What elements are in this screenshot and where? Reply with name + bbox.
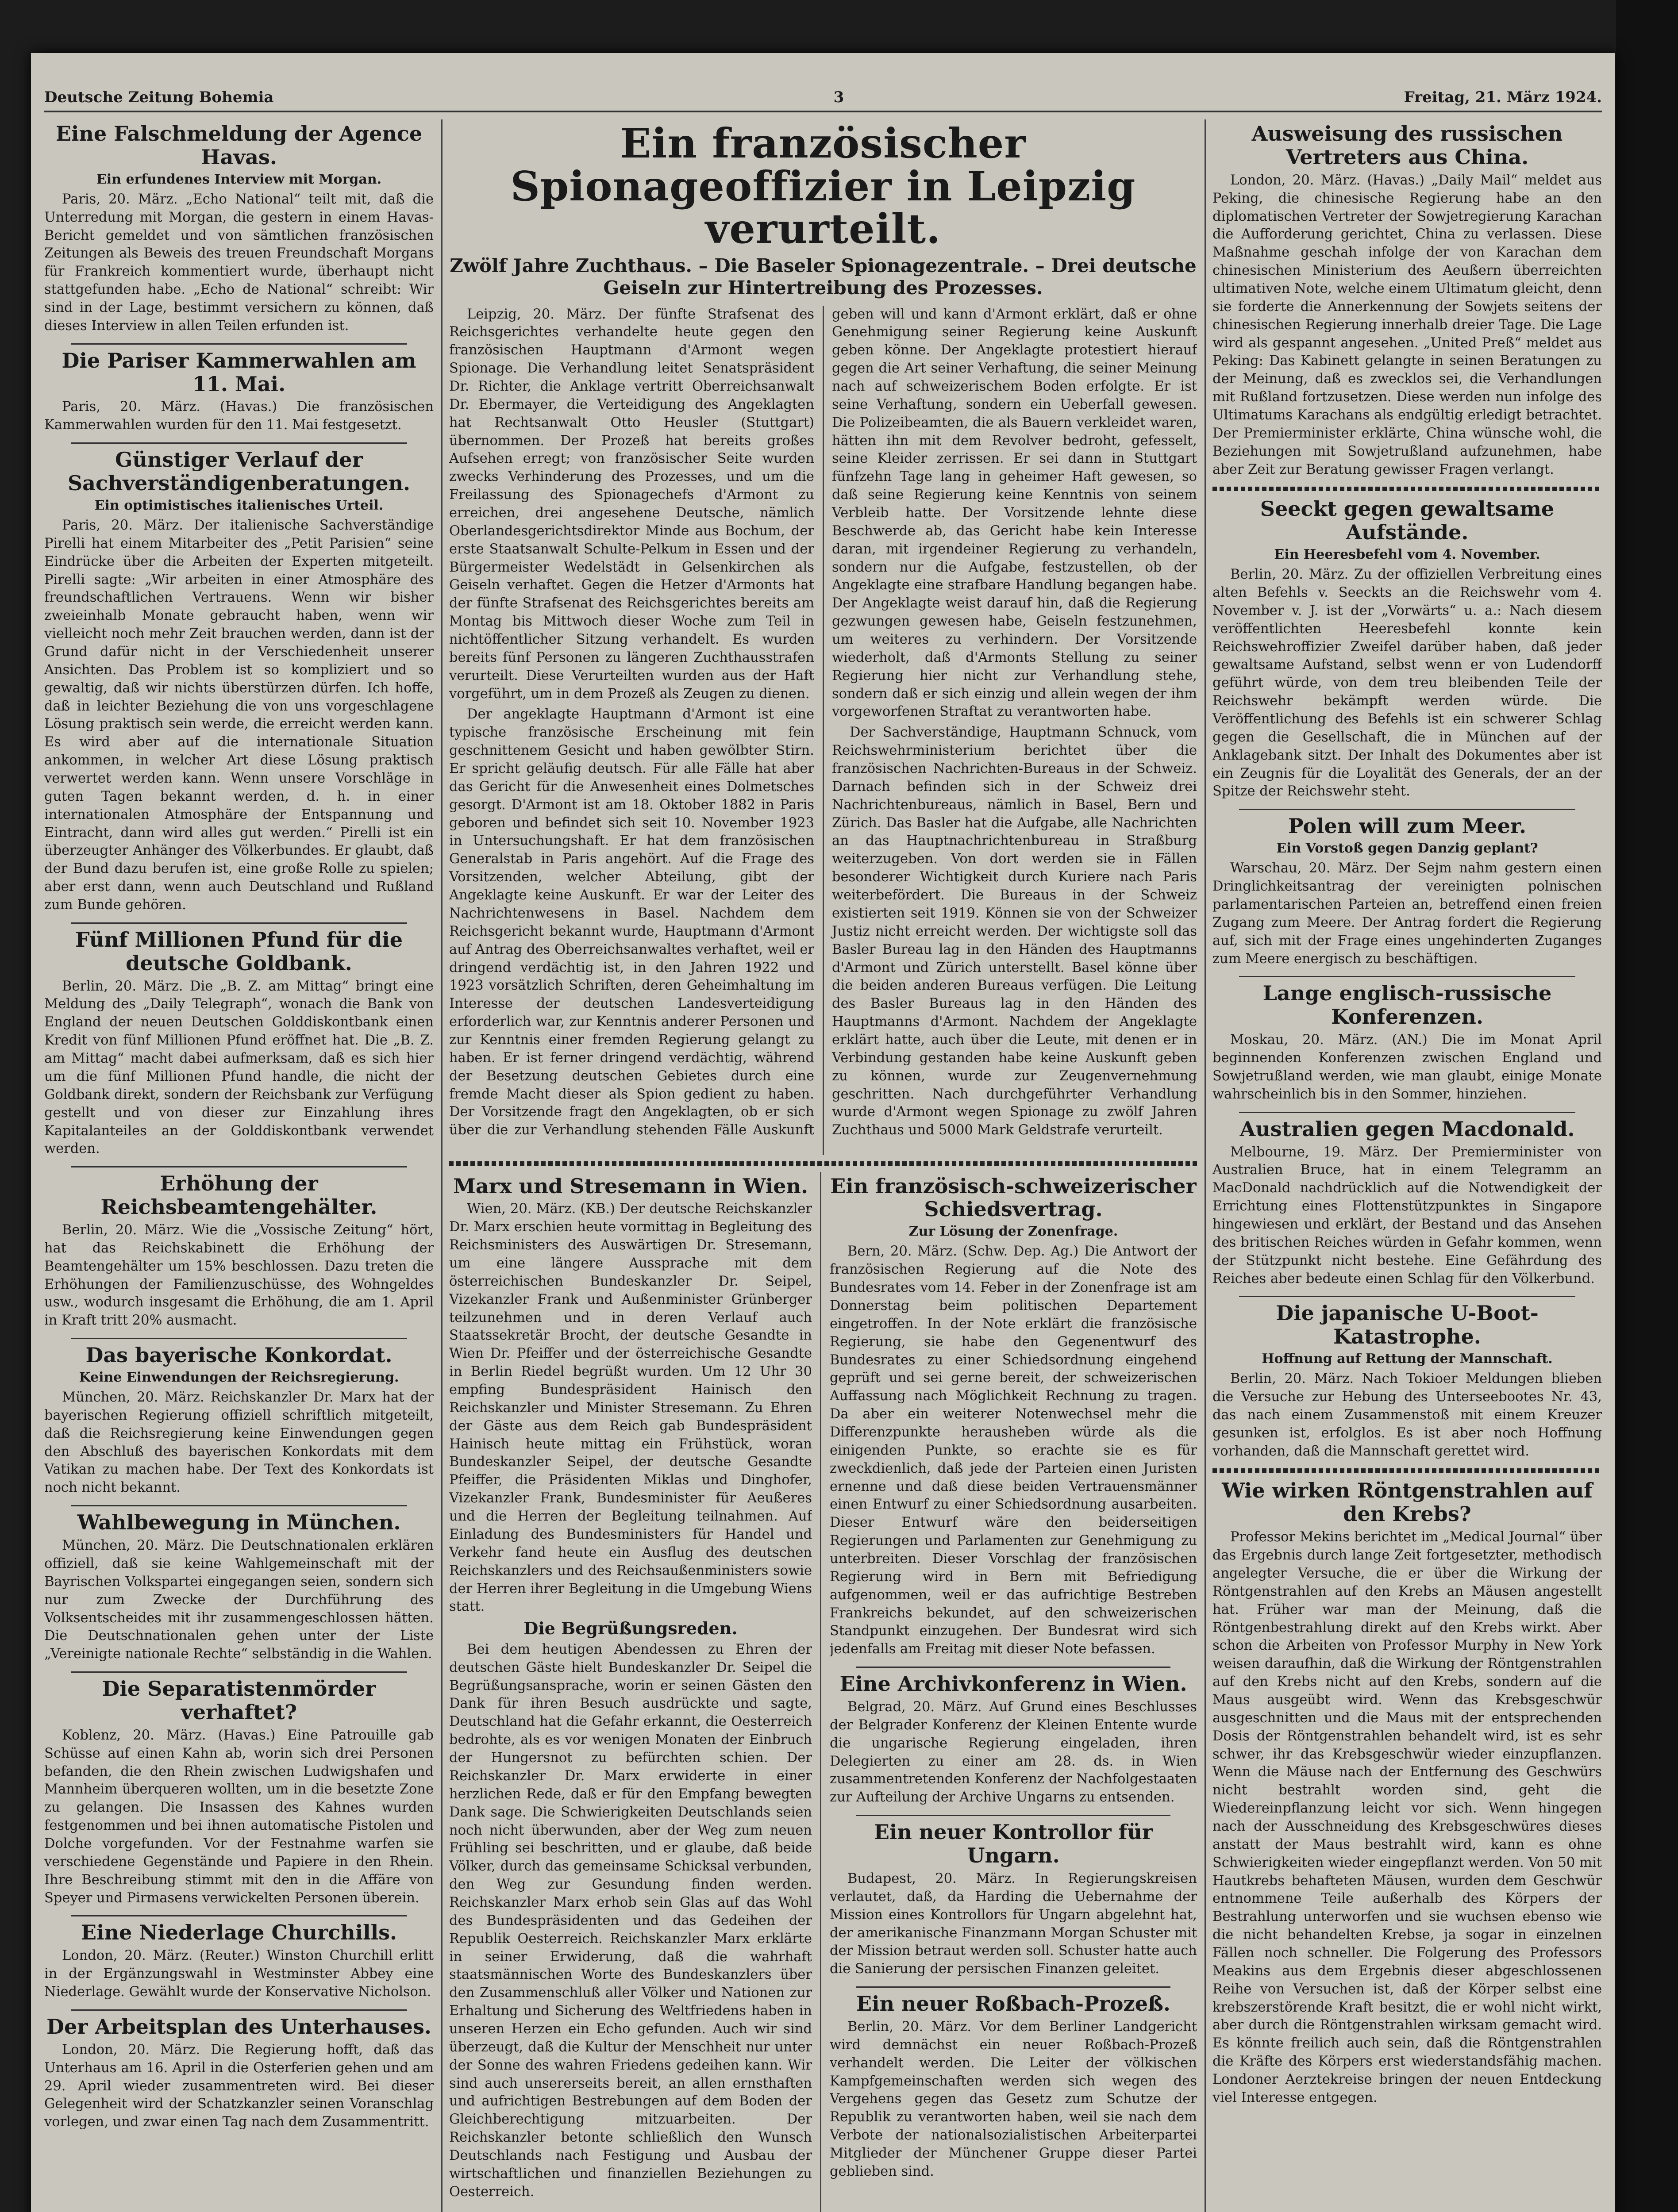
divider (71, 2009, 407, 2011)
article (1212, 122, 1602, 479)
divider (856, 1986, 1170, 1988)
page-number: 3 (833, 88, 844, 106)
article-title: Australien gegen Macdonald. (1239, 1117, 1575, 1141)
article-subtitle: Keine Einwendungen der Reichsregierung. (79, 1370, 399, 1386)
lead-article-body (449, 306, 1197, 1155)
divider (1239, 1112, 1575, 1113)
column-divider (1205, 119, 1206, 2212)
page-header (44, 84, 1602, 112)
article-text: Paris, 20. März. Der italienische Sachverständige Pirelli hat einem Mitarbeiter des „Petit Parisien“ seine Eindrücke über die Arbeiten der Experten mitgeteilt. Pirelli sagte: „Wir arbeiten in einer Atmosphäre des freundschaftlichen Vertrauens. Wenn wir bisher zweieinhalb Monate gebraucht haben, wenn wir vielleicht noch mehr Zeit brauchen werden, dann ist der Grund dafür nicht in der Verschiedenheit unserer Ansichten. Das Problem ist so kompliziert und so gewaltig, daß wir nichts überstürzen dürfen. Ich hoffe, daß in leichter Beziehung die von uns vorgeschlagene Lösung praktisch sein werde, die erreicht werden kann. Es wird aber auf die internationale Situation ankommen, in welcher Art diese Lösung praktisch verwertet werden kann. Wenn unsere Vorschläge in guten Tagen bekannt werden, d. h. in einer internationalen Atmosphäre der Entspannung und Eintracht, dann wird alles gut werden.“ Pirelli ist ein überzeugter Anhänger des Völkerbundes. Er glaubt, daß der Bund dazu berufen ist, eine große Rolle zu spielen; aber erst dann, wenn auch Deutschland und Rußland zum Bunde gehören. (44, 517, 434, 913)
article-text: Berlin, 20. März. Wie die „Vossische Zeitung“ hört, hat das Reichskabinett die Erhöhung der Beamtengehälter um 15% beschlossen. Dazu treten die Erhöhungen der Familienzuschüsse, des Wohngeldes usw., wodurch insgesamt die Erhöhung, die am 1. April in Kraft tritt 20% ausmacht. (44, 1222, 434, 1329)
article (44, 122, 434, 335)
article (830, 1175, 1197, 1659)
article (44, 1172, 434, 1330)
article (44, 1511, 434, 1663)
article-title: Erhöhung der Reichsbeamtengehälter. (100, 1171, 377, 1219)
article-text: Der Sachverständige, Hauptmann Schnuck, vom Reichswehrministerium berichtet über die französischen Nachrichten-Bureaus in der Schweiz. Darnach befinden sich in der Schweiz drei Nachrichtenbureaus, nämlich in Basel, Bern und Zürich. Das Basler hat die Aufgabe, alle Nachrichten an das Hauptnachrichtenbureau in Straßburg weiterzugeben. Von dort werden sie in Fällen besonderer Wichtigkeit durch Kuriere nach Paris weiterbefördert. Die Bureaus in der Schweiz existierten seit 1919. Können sie von der Schweizer Justiz nicht erreicht werden. Der wichtigste soll das Basler Bureau lag in den Händen des Hauptmanns d'Armont und Zürich unterstellt. Basel könne über die beiden anderen Bureaus verfügen. Die Leitung des Basler Bureaus lag in den Händen des Hauptmanns d'Armont. Nachdem der Angeklagte erklärt hatte, auch über die Leute, mit denen er in Verbindung gestanden habe keine Auskunft geben zu können, wurde zur Zeugenvernehmung geschritten. Nach durchgeführter Verhandlung wurde d'Armont wegen Spionage zu zwölf Jahren Zuchthaus und 5000 Mark Geldstrafe verurteilt. (832, 725, 1197, 1138)
lead-headline: Ein französischer Spionageoffizier in Leipzig verurteilt. (510, 119, 1136, 253)
article (1212, 982, 1602, 1103)
article-text: Moskau, 20. März. (AN.) Die im Monat April beginnenden Konferenzen zwischen England und Sowjetrußland werden, wie man glaubt, einige Monate wahrscheinlich bis in den Sommer, hinziehen. (1212, 1032, 1602, 1102)
article-title: Polen will zum Meer. (1288, 814, 1526, 838)
article-text: Der angeklagte Hauptmann d'Armont ist eine typische französische Erscheinung mit fein geschnittenem Gesicht und haben gewölbter Stirn. Er spricht geläufig deutsch. Für alle Fälle hat aber das Gericht für die Anwesenheit eines Dolmetsches gesorgt. D'Armont ist am 18. Oktober 1882 in Paris geboren und befindet sich seit 10. November 1923 in Untersuchungshaft. Er hat dem französischen Generalstab in Paris angehört. Auf die Frage des Vorsitzenden, welcher Abteilung, gibt der Angeklagte keine Auskunft. Er war der Leiter des Nachrichtenwesens in Basel. Nachdem dem Reichsgericht bekannt wurde, Hauptmann d'Armont auf Antrag des Oberreichsanwaltes verhaftet, weil er dringend verdächtig ist, in den Jahren 1922 und 1923 vorsätzlich Schriften, deren Geheimhaltung im Interesse der deutschen Landesverteidigung erforderlich war, zur Kenntnis anderer Personen und zur Kenntnis einer fremden Regierung gelangt zu haben. Er ist ferner dringend verdächtig, während der Besetzung deutschen Gebietes durch eine fremde Macht dieser als Spion gedient zu haben. Der Vorsitzende fragt den Angeklagten, ob er sich über die zur Verhandlung stehenden Fälle Auskunft geben will und kann d'Armont erklärt, daß er ohne Genehmigung seiner Regierung keine Auskunft geben könne. Der Angeklagte protestiert hierauf gegen die Art seiner Verhaftung, die seiner Meinung nach auf schweizerischem Boden erfolgte. Er ist seine Verhaftung, sondern ein Ueberfall gewesen. Die Polizeibeamten, die als Bauern verkleidet waren, hätten ihn mit dem Revolver bedroht, gefesselt, seine Kleider zerrissen. Er sei dann in Stuttgart fünfzehn Tage lang in geheimer Haft gewesen, so daß seine Regierung keine Kenntnis von seinem Verbleib hatte. Der Vorsitzende lehnte diese Beschwerde ab, das Gericht habe kein Interesse daran, mit irgendeiner Regierung zu verhandeln, sondern nur die Aufgabe, festzustellen, ob der Angeklagte eine strafbare Handlung begangen habe. Der Angeklagte weist darauf hin, daß die Regierung gezwungen gewesen habe, Geiseln festzunehmen, um weiteres zu verhindern. Der Vorsitzende wiederholt, daß d'Armonts Stellung zu seiner Regierung hier nicht zur Verhandlung stehe, sondern daß er sich einzig und allein wegen der ihm vorgeworfenen Straftat zu verantworten habe. (449, 306, 1197, 1138)
issue-date: Freitag, 21. März 1924. (1404, 88, 1602, 106)
lower-right-column (830, 1172, 1197, 2212)
divider (1239, 976, 1575, 977)
article (44, 1921, 434, 2001)
article-text: Berlin, 20. März. Nach Tokioer Meldungen blieben die Versuche zur Hebung des Unterseebootes Nr. 43, das nach einem Zusammenstoß mit einem Kreuzer gesunken ist, erfolglos. Es ist aber noch Hoffnung vorhanden, daß die Mannschaft gerettet wird. (1212, 1371, 1602, 1459)
article (44, 1677, 434, 1907)
lead-subheadline: Zwölf Jahre Zuchthaus. – Die Baseler Spionagezentrale. – Drei deutsche Geiseln zur Hintertreibung des Prozesses. (450, 254, 1197, 299)
article-text: Warschau, 20. März. Der Sejm nahm gestern einen Dringlichkeitsantrag der vereinigten polnischen parlamentarischen Parteien an, betreffend einen freien Zugang zum Meere. Der Antrag fordert die Regierung auf, sich mit der Frage eines ungehinderten Zuganges zum Meere energisch zu beschäftigen. (1212, 860, 1602, 967)
article-text: Budapest, 20. März. In Regierungskreisen verlautet, daß, da Harding die Uebernahme der Mission eines Kontrollors für Ungarn abgelehnt hat, der amerikanische Finanzmann Morgan Schuster mit der Mission betraut werden soll. Schuster hatte auch die Sanierung der persischen Finanzen geleitet. (830, 1870, 1197, 1977)
article-subtitle: Zur Lösung der Zonenfrage. (908, 1224, 1118, 1240)
article (44, 1344, 434, 1497)
divider (71, 1915, 407, 1916)
article-subtitle: Hoffnung auf Rettung der Mannschaft. (1262, 1351, 1553, 1367)
article-title: Die Pariser Kammerwahlen am 11. Mai. (62, 348, 416, 396)
article (830, 1672, 1197, 1807)
divider (1239, 809, 1575, 810)
article-text: Paris, 20. März. „Echo National“ teilt mit, daß die Unterredung mit Morgan, die gestern in einem Havas-Bericht gemeldet und von sämtlichen französischen Zeitungen als Beweis des treuen Freundschaft Morgans für Frankreich kommentiert wurde, überhaupt nicht stattgefunden habe. „Echo de National“ schreibt: Wir sind in der Lage, bestimmt versichern zu können, daß dieses Interview in allen Teilen erfunden ist. (44, 191, 434, 334)
article-title: Die Separatistenmörder verhaftet? (102, 1677, 376, 1724)
divider (856, 1667, 1170, 1668)
ornamental-divider (1212, 487, 1602, 491)
ornamental-divider (449, 1161, 1197, 1166)
divider (1239, 1296, 1575, 1297)
article (44, 928, 434, 1158)
article-title: Ein neuer Roßbach-Prozeß. (856, 1992, 1170, 2016)
article-subtitle: Ein Heeresbefehl vom 4. November. (1274, 547, 1540, 563)
article-title: Die japanische U-Boot-Katastrophe. (1276, 1301, 1539, 1349)
divider (71, 1671, 407, 1673)
article-title: Fünf Millionen Pfund für die deutsche Goldbank. (75, 927, 403, 975)
article-title: Marx und Stresemann in Wien. (453, 1174, 808, 1198)
divider (71, 1166, 407, 1167)
article-text: London, 20. März. Die Regierung hofft, daß das Unterhaus am 16. April in die Osterferien gehen und am 29. April wieder zusammentreten wird. Bei dieser Gelegenheit wird der Schatzkanzler seinen Voranschlag vorlegen, und zwar einen Tag nach dem Zusammentritt. (44, 2042, 434, 2130)
left-column (44, 119, 434, 2212)
lower-left-column (449, 1172, 812, 2212)
article (830, 1992, 1197, 2181)
article-title: Ein neuer Kontrollor für Ungarn. (874, 1820, 1153, 1868)
column-divider (820, 1172, 821, 2212)
article (44, 349, 434, 435)
article-title: Das bayerische Konkordat. (85, 1343, 393, 1367)
article (830, 1820, 1197, 1978)
article-subtitle: Ein erfundenes Interview mit Morgan. (96, 171, 382, 187)
center-column (449, 119, 1197, 2212)
article-text: Berlin, 20. März. Die „B. Z. am Mittag“ bringt eine Meldung des „Daily Telegraph“, wonach die Bank von England der neuen Deutschen Golddiskontbank einen Kredit von fünf Millionen Pfund eröffnet hat. Die „B. Z. am Mittag“ macht dabei aufmerksam, daß es sich hier um die fünf Millionen Pfund handle, die nicht der Goldbank direkt, sondern der Reichsbank zur Verfügung gestellt und von dieser zur Einzahlung ihres Kapitalanteiles an der Golddiskontbank verwendet werden. (44, 978, 434, 1157)
article-title: Ausweisung des russischen Vertreters aus China. (1251, 122, 1563, 169)
divider (71, 343, 407, 345)
scan-border (1616, 0, 1678, 2212)
article (1212, 1302, 1602, 1460)
lower-section (449, 1172, 1197, 2212)
article-text: Paris, 20. März. (Havas.) Die französischen Kammerwahlen wurden für den 11. Mai festgesetzt. (44, 399, 434, 433)
column-divider (441, 119, 443, 2212)
article-title: Ein französisch-schweizerischer Schiedsvertrag. (830, 1174, 1197, 1221)
article-subtitle: Ein Vorstoß gegen Danzig geplant? (1276, 841, 1538, 856)
article-text: Berlin, 20. März. Vor dem Berliner Landgericht wird demnächst ein neuer Roßbach-Prozeß verhandelt werden. Die Leiter der völkischen Kampfgemeinschaften werden sich wegen des Vergehens gegen das Gesetz zum Schutze der Republik zu verantworten haben, weil sie nach dem Verbote der nationalsozialistischen Arbeiterpartei Mitglieder der Münchener Gruppe dieser Partei geblieben sind. (830, 2019, 1197, 2179)
article-text: Wien, 20. März. (KB.) Der deutsche Reichskanzler Dr. Marx erschien heute vormittag in Begleitung des Reichsministers des Auswärtigen Dr. Stresemann, um eine längere Aussprache mit dem österreichischen Bundeskanzler Dr. Seipel, Vizekanzler Frank und Außenminister Grünberger teilzunehmen und in deren Verlauf auch Staatssekretär Brocht, der deutsche Gesandte in Wien Dr. Pfeiffer und der österreichische Gesandte in Berlin Riedel begrüßt wurden. Um 12 Uhr 30 empfing Bundespräsident Hainisch den Reichskanzler und Minister Stresemann. Zu Ehren der Gäste aus dem Reich gab Bundespräsident Hainisch heute mittag ein Frühstück, woran Bundeskanzler Seipel, der deutsche Gesandte Pfeiffer, die Präsidenten Miklas und Dinghofer, Vizekanzler Frank, Bundesminister für Aeußeres und die Herren der Begleitung teilnahmen. Auf Einladung des Bundesministers für Handel und Verkehr fand heute ein Ausflug des deutschen Reichskanzlers und des Reichsaußenministers sowie der Herren ihrer Begleitung in die Umgebung Wiens statt. (449, 1201, 812, 1615)
article-text: München, 20. März. Reichskanzler Dr. Marx hat der bayerischen Regierung offiziell schriftlich mitgeteilt, daß die Reichsregierung keine Einwendungen gegen den Abschluß des bayerischen Konkordats mit dem Vatikan zu machen habe. Der Text des Konkordats ist noch nicht bekannt. (44, 1390, 434, 1496)
article-title: Eine Falschmeldung der Agence Havas. (55, 122, 423, 169)
article-text: Belgrad, 20. März. Auf Grund eines Beschlusses der Belgrader Konferenz der Kleinen Entente wurde die ungarische Regierung eingeladen, ihren Delegierten zu einer am 28. ds. in Wien zusammentretenden Konferenz der Nachfolgestaaten zur Aufteilung der Archive Ungarns zu entsenden. (830, 1699, 1197, 1805)
paper-name: Deutsche Zeitung Bohemia (44, 88, 274, 106)
article-title: Lange englisch-russische Konferenzen. (1262, 981, 1552, 1029)
divider (71, 922, 407, 924)
article-text: Koblenz, 20. März. (Havas.) Eine Patrouille gab Schüsse auf einen Kahn ab, worin sich drei Personen befanden, die den Rhein zwischen Ludwigshafen und Mannheim überqueren wollten, um in die besetzte Zone zu gelangen. Die Insassen des Kahnes wurden festgenommen und bei ihnen automatische Pistolen und Dolche vorgefunden. Vor der Festnahme warfen sie verschiedene Gegenstände und Papiere in den Rhein. Ihre Beschreibung stimmt mit den in die Affäre von Speyer und Pirmasens verwickelten Personen überein. (44, 1727, 434, 1906)
article-title: Seeckt gegen gewaltsame Aufstände. (1260, 497, 1555, 545)
article-text: Bei dem heutigen Abendessen zu Ehren der deutschen Gäste hielt Bundeskanzler Dr. Seipel die Begrüßungsansprache, worin er seinen Gästen den Dank für ihren Besuch ausdrückte und sagte, Deutschland hat die Gefahr erkannt, die Oesterreich bedrohte, als es vor wenigen Monaten der Einbruch der Hungersnot zu befürchten schien. Der Reichskanzler Dr. Marx erwiderte in einer herzlichen Rede, daß er für den Empfang bewegten Dank sage. Die Schwierigkeiten Deutschlands seien noch nicht überwunden, aber der Weg zum neuen Frühling sei beschritten, und er glaube, daß beide Völker, durch das gemeinsame Schicksal verbunden, den Weg zur Gesundung finden werden. Reichskanzler Marx erhob sein Glas auf das Wohl des Bundespräsidenten und das Gedeihen der Republik Oesterreich. Reichskanzler Marx erklärte in seiner Erwiderung, daß die wahrhaft staatsmännischen Worte des Bundeskanzlers über den Zusammenschluß aller Völker und Nationen zur Erhaltung und Sicherung des Weltfriedens haben in unseren Herzen ein Echo gefunden. Auch wir sind überzeugt, daß die Kultur der Menschheit nur unter der Sonne des wahren Friedens gedeihen kann. Wir sind auch unsererseits bereit, an allen ernsthaften und aufrichtigen Bestrebungen auf dem Boden der Gleichberechtigung mitzuarbeiten. Der Reichskanzler betonte schließlich den Wunsch Deutschlands nach Festigung und Ausbau der wirtschaftlichen und finanziellen Beziehungen zu Oesterreich. (449, 1641, 812, 2200)
article-subtitle: Ein optimistisches italienisches Urteil. (94, 497, 384, 513)
article-title: Der Arbeitsplan des Unterhauses. (46, 2014, 431, 2039)
article-text: Bern, 20. März. (Schw. Dep. Ag.) Die Antwort der französischen Regierung auf die Note des Bundesrates vom 14. Feber in der Zonenfrage ist am Donnerstag beim politischen Departement eingetroffen. In der Note erklärt die französische Regierung, sie habe den Gegenentwurf des Bundesrates zu einer Schiedsordnung eingehend geprüft und sei gerne bereit, der schweizerischen Auffassung nach Möglichkeit Rechnung zu tragen. Da aber ein weiterer Notenwechsel mehr die Differenzpunkte herausheben würde als die einigenden Punkte, so erachte sie es für zweckdienlich, daß jede der Parteien einen Juristen ernenne und daß diese beiden Vertrauensmänner einen Entwurf zu einer Schiedsordnung ausarbeiten. Dieser Entwurf wäre den beiderseitigen Regierungen und Parlamenten zur Genehmigung zu unterbreiten. Dieser Vorschlag der französischen Regierung wird in Bern mit Befriedigung aufgenommen, weil er das aufrichtige Bestreben Frankreichs bekundet, auf den schweizerischen Standpunkt einzugehen. Der Bundesrat wird sich jedenfalls am Freitag mit dieser Note befassen. (830, 1244, 1197, 1657)
article-text: London, 20. März. (Havas.) „Daily Mail“ meldet aus Peking, die chinesische Regierung habe an den diplomatischen Vertreter der Sowjetregierung Karachan die Aufforderung gerichtet, China zu verlassen. Diese Maßnahme geschah infolge der von Karachan dem chinesischen Ministerium des Aeußern überreichten ultimativen Note, welche einem Ultimatum gleicht, denn sie forderte die Annerkennung der Sowjets seitens der chinesischen Regierung innerhalb dreier Tage. Die Lage wird als gespannt angesehen. „United Preß“ meldet aus Peking: Das Kabinett gelangte in seinen Beratungen zu der Meinung, daß es zwecklos sei, die Verhandlungen mit Rußland fortzusetzen. Diese werden nun infolge des Ultimatums Karachans als endgültig erledigt betrachtet. Der Premierminister erklärte, China wünsche wohl, die Beziehungen mit Sowjetrußland aufzunehmen, habe aber Zeit zur Beratung gewisser Fragen verlangt. (1212, 172, 1602, 477)
article (1212, 497, 1602, 801)
article-text: Melbourne, 19. März. Der Premierminister von Australien Bruce, hat in einem Telegramm an MacDonald nachdrücklich auf die Notwendigkeit der Errichtung eines Flottenstützpunktes in Singapore hingewiesen und erklärt, der Bestand und das Ansehen des britischen Reiches würden in Gefahr kommen, wenn der Stützpunkt nicht bestehe. Eine Gefährdung des Reiches aber bedeute einen Schlag für den Völkerbund. (1212, 1144, 1602, 1286)
article-title: Günstiger Verlauf der Sachverständigenberatungen. (67, 448, 411, 495)
article-title: Wahlbewegung in München. (77, 1510, 401, 1535)
article (44, 2015, 434, 2131)
divider (71, 442, 407, 444)
article-text: Professor Mekins berichtet im „Medical Journal“ über das Ergebnis durch lange Zeit fortgesetzter, methodisch angelegter Versuche, die er über die Wirkung der Röntgenstrahlen auf den Krebs an Mäusen angestellt hat. Früher war man der Meinung, daß die Röntgenbestrahlung direkt auf den Krebs wirkt. Aber schon die Arbeiten von Professor Murphy in New York weisen daraufhin, daß die Wirkung der Röntgenstrahlen auf den Krebs nicht auf den Krebs, sondern auf die Maus ausgeübt wird. Wenn das Krebsgeschwür ausgeschnitten und die Maus mit der entsprechenden Dosis der Röntgenstrahlen behandelt wird, ist es sehr schwer, ihr das Krebsgeschwür wieder einzupflanzen. Wenn die Mäuse nach der Entfernung des Geschwürs nicht bestrahlt worden sind, geht die Wiedereinpflanzung leicht vor sich. Wenn hingegen nach der Ausschneidung des Krebsgeschwüres dieses anstatt der Maus bestrahlt wird, kann es ohne Schwierigkeiten wieder eingepflanzt werden. Von 50 mit Hautkrebs behafteten Mäusen, wurden dem Geschwür entnommene Teile außerhalb des Körpers der Bestrahlung unterworfen und sie wuchsen ebenso wie die nicht behandelten Krebse, ja sogar in einzelnen Fällen noch schneller. Die Folgerung des Professors Meakins aus dem Ergebnis dieser abgeschlossenen Reihe von Versuchen ist, daß der Körper selbst eine krebszerstörende Kraft besitzt, die er wohl nicht wirkt, aber durch die Röntgenstrahlen wirksam gemacht wird. Es könnte freilich auch sein, daß die Röntgenstrahlen die Kräfte des Körpers erst wiederstandsfähig machen. Londoner Aerztekreise bringen der neuen Entdeckung viel Interesse entgegen. (1212, 1529, 1602, 2105)
article-subtitle: Die Begrüßungsreden. (523, 1618, 738, 1639)
article (1212, 1479, 1602, 2107)
article (44, 448, 434, 914)
divider (856, 1815, 1170, 1816)
ornamental-divider (1212, 1468, 1602, 1473)
divider (71, 1505, 407, 1506)
article-title: Eine Archivkonferenz in Wien. (839, 1672, 1187, 1696)
article-text: München, 20. März. Die Deutschnationalen erklären offiziell, daß sie keine Wahlgemeinschaft mit der Bayrischen Volkspartei eingegangen seien, sondern sich nur zum Zwecke der Durchführung des Volksentscheides mit ihr zusammengeschlossen hätten. Die Deutschnationalen gehen unter der Liste „Vereinigte nationale Rechte“ selbständig in die Wahlen. (44, 1538, 434, 1662)
article-text: Berlin, 20. März. Zu der offiziellen Verbreitung eines alten Befehls v. Seeckts an die Reichswehr vom 4. November v. J. ist der „Vorwärts“ u. a.: Nach diesem veröffentlichten Heeresbefehl konnte kein Reichswehroffizier Zweifel darüber haben, daß jeder gewaltsame Aufstand, selbst wenn er von Ludendorff geführt würde, von dem treu bleibenden Teile der Reichswehr bekämpft werden würde. Die Veröffentlichung des Befehls ist ein schwerer Schlag gegen die Gesellschaft, die in München auf der Anklagebank sitzt. Der Inhalt des Dokumentes aber ist ein Zeugnis für die Loyalität des Generals, der an der Spitze der Reichswehr steht. (1212, 567, 1602, 799)
right-column (1212, 119, 1602, 2212)
article (1212, 1118, 1602, 1288)
divider (71, 1338, 407, 1339)
article-text: Leipzig, 20. März. Der fünfte Strafsenat des Reichsgerichtes verhandelte heute gegen den französischen Hauptmann d'Armont wegen Spionage. Die Verhandlung leitet Senatspräsident Dr. Richter, die Anklage vertritt Oberreichsanwalt Dr. Ebermayer, die Verteidigung des Angeklagten hat Rechtsanwalt Otto Heusler (Stuttgart) übernommen. Der Prozeß hat bereits großes Aufsehen erregt; von französischer Seite wurden zwecks Verhinderung des Prozesses, und um die Freilassung des Spionagechefs d'Armont zu erreichen, drei angesehene Deutsche, nämlich Oberlandesgerichtsdirektor Minde aus Bochum, der erste Staatsanwalt Schulte-Pelkum in Essen und der Bürgermeister Wedelstädt in Gelsenkirchen als Geiseln verhaftet. Gegen die Hetzer d'Armonts hat der fünfte Strafsenat des Reichsgerichtes bereits am Montag bis Mittwoch dieser Woche zum Teil in nichtöffentlicher Sitzung verhandelt. Es wurden bereits fünf Personen zu längeren Zuchthausstrafen verurteilt. Diese Verurteilten wurden aus der Haft vorgeführt, um in dem Prozeß als Zeugen zu dienen. (449, 306, 814, 702)
article-text: London, 20. März. (Reuter.) Winston Churchill erlitt in der Ergänzungswahl in Westminster Abbey eine Niederlage. Gewählt wurde der Konservative Nicholson. (44, 1948, 434, 2000)
article-title: Wie wirken Röntgenstrahlen auf den Krebs? (1222, 1479, 1593, 1526)
article (1212, 814, 1602, 968)
newspaper-page (31, 53, 1615, 2212)
article-title: Eine Niederlage Churchills. (81, 1920, 397, 1945)
